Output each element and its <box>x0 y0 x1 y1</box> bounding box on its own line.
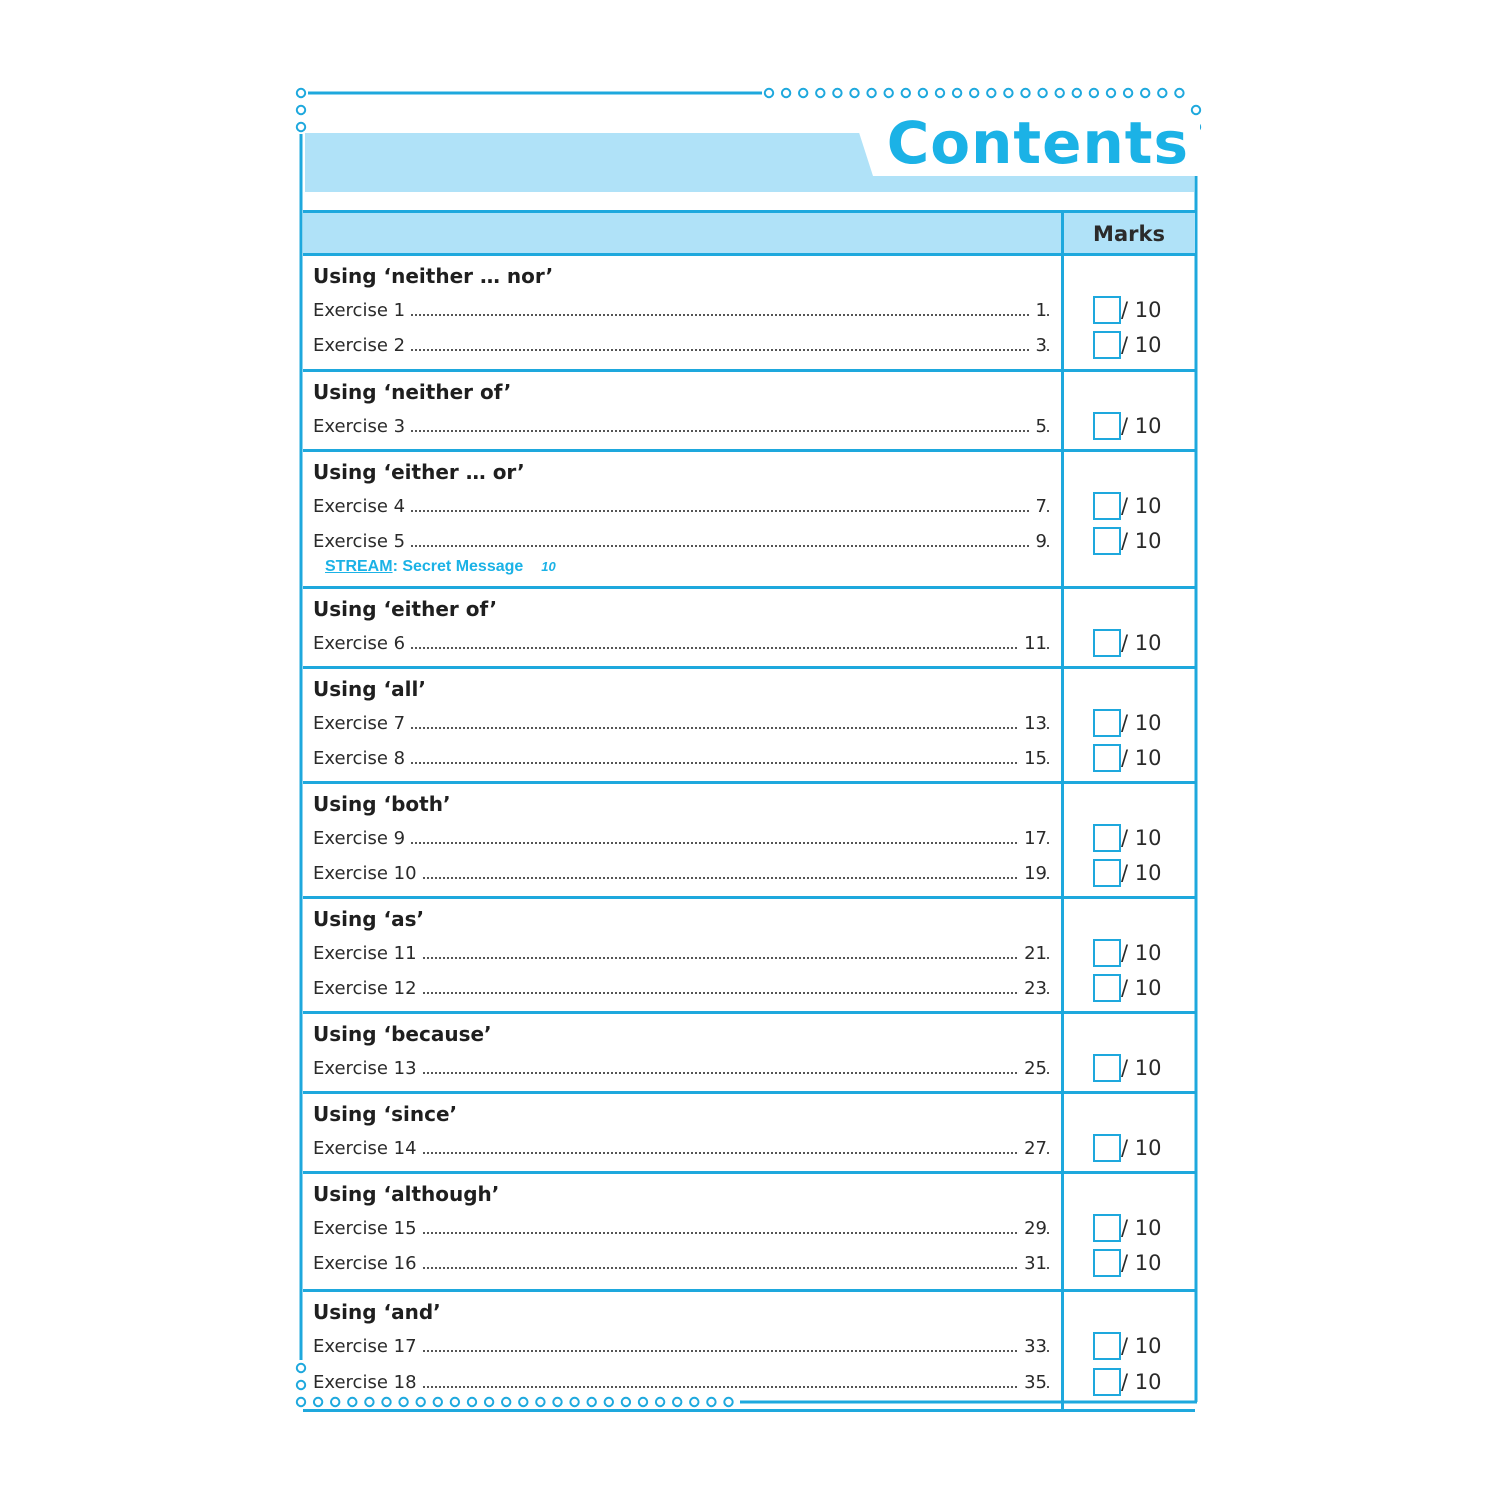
frame-dot <box>1073 89 1081 97</box>
frame-dot <box>1021 89 1029 97</box>
section-title: Using ‘both’ <box>313 792 451 816</box>
page-number: 27 <box>1018 1136 1047 1162</box>
marks-input-box[interactable] <box>1093 296 1121 324</box>
marks-input-box[interactable] <box>1093 1249 1121 1277</box>
frame-dot <box>816 89 824 97</box>
frame-dot <box>867 89 875 97</box>
marks-input-box[interactable] <box>1093 939 1121 967</box>
page-number: 25 <box>1018 1056 1047 1082</box>
frame-dot <box>970 89 978 97</box>
page-number: 21 <box>1018 941 1047 967</box>
page-number: 3 <box>1030 333 1047 359</box>
marks-total: / 10 <box>1121 826 1162 850</box>
frame-dot <box>833 89 841 97</box>
page-number: 5 <box>1030 414 1047 440</box>
section-title: Using ‘either of’ <box>313 597 498 621</box>
stream-activity-link[interactable] <box>325 558 556 576</box>
exercise-label: Exercise 12 <box>313 976 423 1002</box>
marks-total: / 10 <box>1121 529 1162 553</box>
exercise-label: Exercise 13 <box>313 1056 423 1082</box>
exercise-label: Exercise 7 <box>313 711 411 737</box>
marks-input-box[interactable] <box>1093 1134 1121 1162</box>
marks-total: / 10 <box>1121 333 1162 357</box>
marks-input-box[interactable] <box>1093 1054 1121 1082</box>
marks-total: / 10 <box>1121 1251 1162 1275</box>
exercise-label: Exercise 10 <box>313 861 423 887</box>
section-title: Using ‘all’ <box>313 677 426 701</box>
marks-input-box[interactable] <box>1093 492 1121 520</box>
page-number: 29 <box>1018 1216 1047 1242</box>
stream-title: : Secret Message <box>392 558 524 575</box>
section-title: Using ‘since’ <box>313 1102 458 1126</box>
dot-leader <box>403 727 1049 729</box>
frame-dot <box>1158 89 1166 97</box>
section-title: Using ‘although’ <box>313 1182 500 1206</box>
frame-dot <box>1056 89 1064 97</box>
section-title: Using ‘because’ <box>313 1022 492 1046</box>
exercise-label: Exercise 11 <box>313 941 423 967</box>
section-title: Using ‘as’ <box>313 907 425 931</box>
marks-input-box[interactable] <box>1093 412 1121 440</box>
page-number: 1 <box>1030 298 1047 324</box>
marks-total: / 10 <box>1121 861 1162 885</box>
dot-leader <box>403 1232 1049 1234</box>
marks-total: / 10 <box>1121 1216 1162 1240</box>
frame-dot <box>765 89 773 97</box>
marks-total: / 10 <box>1121 494 1162 518</box>
page-number: 7 <box>1030 494 1047 520</box>
page-number: 19 <box>1018 861 1047 887</box>
marks-input-box[interactable] <box>1093 629 1121 657</box>
marks-total: / 10 <box>1121 941 1162 965</box>
marks-input-box[interactable] <box>1093 1214 1121 1242</box>
marks-input-box[interactable] <box>1093 824 1121 852</box>
dot-leader <box>403 1350 1049 1352</box>
marks-total: / 10 <box>1121 631 1162 655</box>
frame-dot <box>1141 89 1149 97</box>
dot-leader <box>403 545 1049 547</box>
frame-dot <box>987 89 995 97</box>
page-number: 9 <box>1030 529 1047 555</box>
exercise-label: Exercise 18 <box>313 1370 423 1396</box>
frame-dot <box>936 89 944 97</box>
stream-page-number: 10 <box>541 559 556 574</box>
frame-dot <box>297 106 305 114</box>
marks-column-header: Marks <box>1093 222 1165 246</box>
frame-dot <box>1038 89 1046 97</box>
page-number: 33 <box>1018 1334 1047 1360</box>
frame-dot <box>953 89 961 97</box>
frame-dot <box>1124 89 1132 97</box>
marks-total: / 10 <box>1121 414 1162 438</box>
exercise-label: Exercise 5 <box>313 529 411 555</box>
exercise-label: Exercise 17 <box>313 1334 423 1360</box>
dot-leader <box>403 1152 1049 1154</box>
dot-leader <box>403 647 1049 649</box>
marks-column-divider <box>1061 210 1064 1412</box>
page-number: 23 <box>1018 976 1047 1002</box>
dot-leader <box>403 762 1049 764</box>
dot-leader <box>403 957 1049 959</box>
dot-leader <box>403 877 1049 879</box>
dot-leader <box>403 992 1049 994</box>
section-title: Using ‘neither … nor’ <box>313 264 554 288</box>
dot-leader <box>403 1267 1049 1269</box>
exercise-label: Exercise 16 <box>313 1251 423 1277</box>
marks-total: / 10 <box>1121 1136 1162 1160</box>
page-number: 13 <box>1018 711 1047 737</box>
exercise-label: Exercise 6 <box>313 631 411 657</box>
marks-input-box[interactable] <box>1093 859 1121 887</box>
marks-total: / 10 <box>1121 1056 1162 1080</box>
dot-leader <box>403 349 1049 351</box>
page-title: Contents <box>886 109 1189 177</box>
marks-input-box[interactable] <box>1093 1368 1121 1396</box>
marks-total: / 10 <box>1121 746 1162 770</box>
section-title: Using ‘and’ <box>313 1300 441 1324</box>
page-number: 31 <box>1018 1251 1047 1277</box>
marks-input-box[interactable] <box>1093 331 1121 359</box>
frame-dot <box>1090 89 1098 97</box>
dot-leader <box>403 842 1049 844</box>
exercise-label: Exercise 15 <box>313 1216 423 1242</box>
page-number: 35 <box>1018 1370 1047 1396</box>
page-number: 17 <box>1018 826 1047 852</box>
frame-dot <box>297 89 305 97</box>
stream-prefix: STREAM <box>325 558 393 575</box>
marks-input-box[interactable] <box>1093 527 1121 555</box>
marks-total: / 10 <box>1121 711 1162 735</box>
frame-dot <box>919 89 927 97</box>
section-title: Using ‘either … or’ <box>313 460 525 484</box>
frame-dot <box>850 89 858 97</box>
frame-dot <box>1175 89 1183 97</box>
frame-dot <box>782 89 790 97</box>
frame-dot <box>1004 89 1012 97</box>
page-number: 15 <box>1018 746 1047 772</box>
page-number: 11 <box>1018 631 1047 657</box>
dot-leader <box>403 314 1049 316</box>
dot-leader <box>403 430 1049 432</box>
exercise-label: Exercise 1 <box>313 298 411 324</box>
frame-dot <box>297 123 305 131</box>
exercise-label: Exercise 14 <box>313 1136 423 1162</box>
section-title: Using ‘neither of’ <box>313 380 512 404</box>
frame-dot <box>799 89 807 97</box>
marks-input-box[interactable] <box>1093 1332 1121 1360</box>
exercise-label: Exercise 9 <box>313 826 411 852</box>
frame-dot <box>1192 106 1200 114</box>
frame-dot <box>902 89 910 97</box>
exercise-label: Exercise 3 <box>313 414 411 440</box>
dot-leader <box>403 1386 1049 1388</box>
marks-total: / 10 <box>1121 1370 1162 1394</box>
dot-leader <box>403 1072 1049 1074</box>
marks-input-box[interactable] <box>1093 709 1121 737</box>
marks-total: / 10 <box>1121 976 1162 1000</box>
frame-dot <box>1107 89 1115 97</box>
exercise-label: Exercise 4 <box>313 494 411 520</box>
dot-leader <box>403 510 1049 512</box>
exercise-label: Exercise 2 <box>313 333 411 359</box>
marks-total: / 10 <box>1121 1334 1162 1358</box>
marks-input-box[interactable] <box>1093 974 1121 1002</box>
marks-input-box[interactable] <box>1093 744 1121 772</box>
exercise-label: Exercise 8 <box>313 746 411 772</box>
frame-dot <box>885 89 893 97</box>
marks-total: / 10 <box>1121 298 1162 322</box>
